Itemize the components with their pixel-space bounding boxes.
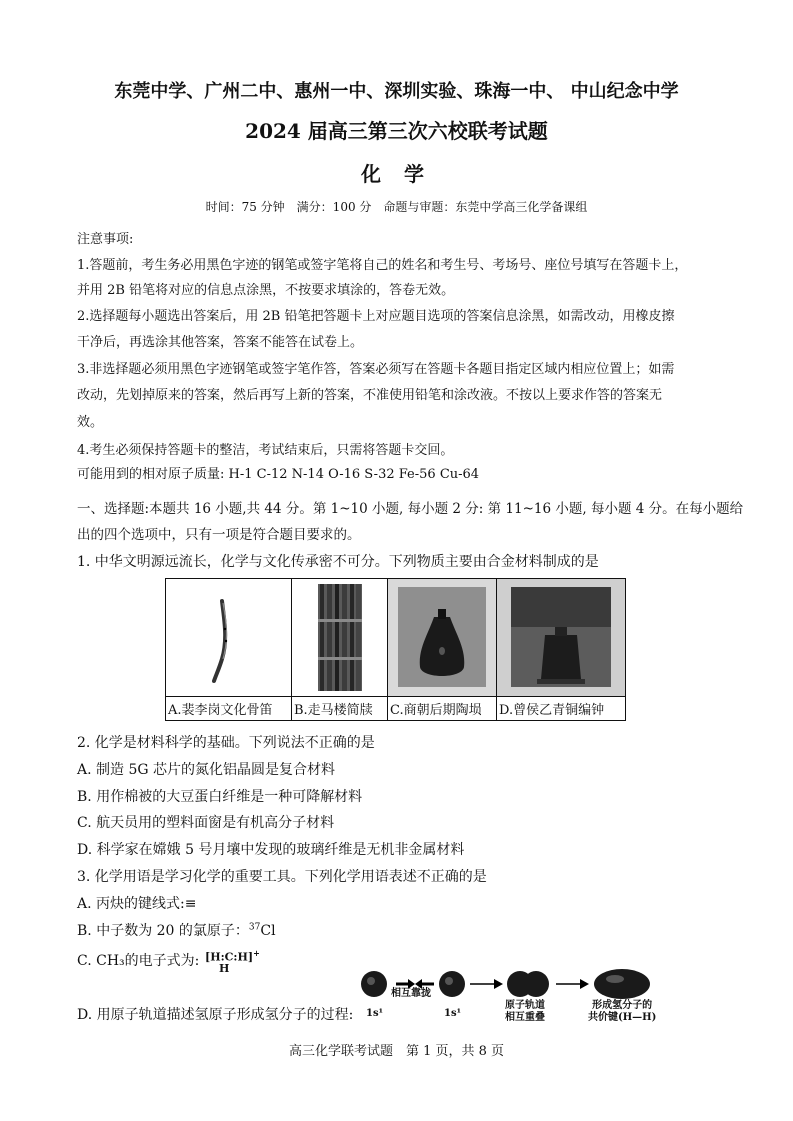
q2-option-c: C. 航天员用的塑料面窗是有机高分子材料	[77, 815, 335, 831]
section1-line1: 一、选择题:本题共 16 小题,共 44 分。第 1~10 小题, 每小题 2 分: 第 11~16 小题, 每小题 4 分。在每小题给	[77, 501, 744, 517]
ch3-lewis-structure	[205, 948, 260, 974]
orbital-overlap-diagram	[360, 964, 690, 1034]
q1-option-c: C.商朝后期陶埙	[390, 703, 482, 718]
note-2a: 2.选择题每小题选出答案后，用 2B 铅笔把答题卡上对应题目选项的答案信息涂黑，如需改动，用橡皮擦	[77, 309, 675, 324]
overlap-orbital-2	[523, 971, 549, 997]
note-3b: 改动，先划掉原来的答案，然后再写上新的答案，不准使用铅笔和涂改液。不按以上要求作答的答案无	[77, 388, 663, 403]
label-covalent-bond: 形成氢分子的 共价键(H—H)	[588, 1000, 657, 1023]
note-3a: 3.非选择题必须用黑色字迹钢笔或签字笔作答，答案必须写在答题卡各题目指定区域内相应位置上；如需	[77, 362, 675, 377]
lewis-charge: +	[253, 948, 260, 958]
triple-bond-symbol: ≡	[184, 896, 197, 912]
bone-flute-image	[166, 579, 291, 696]
h-atom-1	[361, 971, 387, 997]
bronze-bells-image	[497, 579, 625, 696]
q2-option-b: B. 用作棉被的大豆蛋白纤维是一种可降解材料	[77, 789, 363, 805]
q2-stem: 2. 化学是材料科学的基础。下列说法不正确的是	[77, 735, 375, 751]
exam-meta: 时间：75 分钟 满分：100 分 命题与审题：东莞中学高三化学备课组	[205, 200, 588, 214]
q2-option-a: A. 制造 5G 芯片的氮化铝晶圆是复合材料	[77, 762, 336, 778]
note-4: 4.考生必须保持答题卡的整洁，考试结束后，只需将答题卡交回。	[77, 443, 454, 458]
note-1a: 1.答题前，考生务必用黑色字迹的钢笔或签字笔将自己的姓名和考生号、考场号、座位号填写在答题卡上，	[77, 258, 688, 273]
label-1s-b: 1s¹	[444, 1008, 461, 1019]
bamboo-slips-image	[292, 579, 387, 696]
q3-stem: 3. 化学用语是学习化学的重要工具。下列化学用语表述不正确的是	[77, 869, 487, 885]
note-1b: 并用 2B 铅笔将对应的信息点涂黑，不按要求填涂的，答卷无效。	[77, 283, 455, 298]
q2-option-d: D. 科学家在嫦娥 5 号月壤中发现的玻璃纤维是无机非金属材料	[77, 842, 465, 858]
chlorine-symbol: Cl	[260, 923, 276, 939]
chlorine-mass-number: 37	[248, 922, 261, 933]
q3-option-c: C. CH₃的电子式为:	[77, 953, 200, 969]
q1-stem: 1. 中华文明源远流长，化学与文化传承密不可分。下列物质主要由合金材料制成的是	[77, 554, 599, 570]
notes-heading: 注意事项:	[77, 232, 134, 247]
section1-line2: 出的四个选项中，只有一项是符合题目要求的。	[77, 527, 361, 543]
q3-option-b	[77, 920, 276, 940]
atomic-masses: 可能用到的相对原子质量: H-1 C-12 N-14 O-16 S-32 Fe-56 Cu-64	[77, 467, 480, 482]
lewis-bottom: H	[219, 961, 230, 975]
q3-option-a	[77, 893, 196, 913]
q3-option-b-text: B. 中子数为 20 的氯原子：	[77, 923, 249, 939]
school-list: 东莞中学、广州二中、惠州一中、深圳实验、珠海一中、 中山纪念中学	[114, 81, 679, 102]
exam-title: 2024 届高三第三次六校联考试题	[245, 119, 548, 143]
q1-option-b: B.走马楼简牍	[294, 703, 373, 718]
pottery-xun-image	[388, 579, 496, 696]
note-3c: 效。	[77, 415, 104, 430]
page-footer: 高三化学联考试题 第 1 页，共 8 页	[288, 1044, 505, 1059]
label-approach: 相互靠拢	[391, 988, 431, 999]
label-1s-a: 1s¹	[366, 1008, 383, 1019]
subject-title: 化 学	[361, 162, 432, 186]
h2-molecule-orbital	[594, 969, 650, 999]
q1-option-a: A.裴李岗文化骨笛	[168, 703, 273, 718]
h-atom-2	[439, 971, 465, 997]
q3-option-d: D. 用原子轨道描述氢原子形成氢分子的过程:	[77, 1007, 354, 1023]
note-2b: 干净后，再选涂其他答案，答案不能答在试卷上。	[77, 335, 364, 350]
lewis-top: [H:C:H]	[205, 950, 254, 964]
label-overlap: 原子轨道 相互重叠	[505, 1000, 545, 1023]
q1-option-table	[165, 578, 626, 721]
q3-option-a-text: A. 丙炔的键线式:	[77, 896, 185, 912]
q1-option-d: D.曾侯乙青铜编钟	[499, 703, 605, 718]
